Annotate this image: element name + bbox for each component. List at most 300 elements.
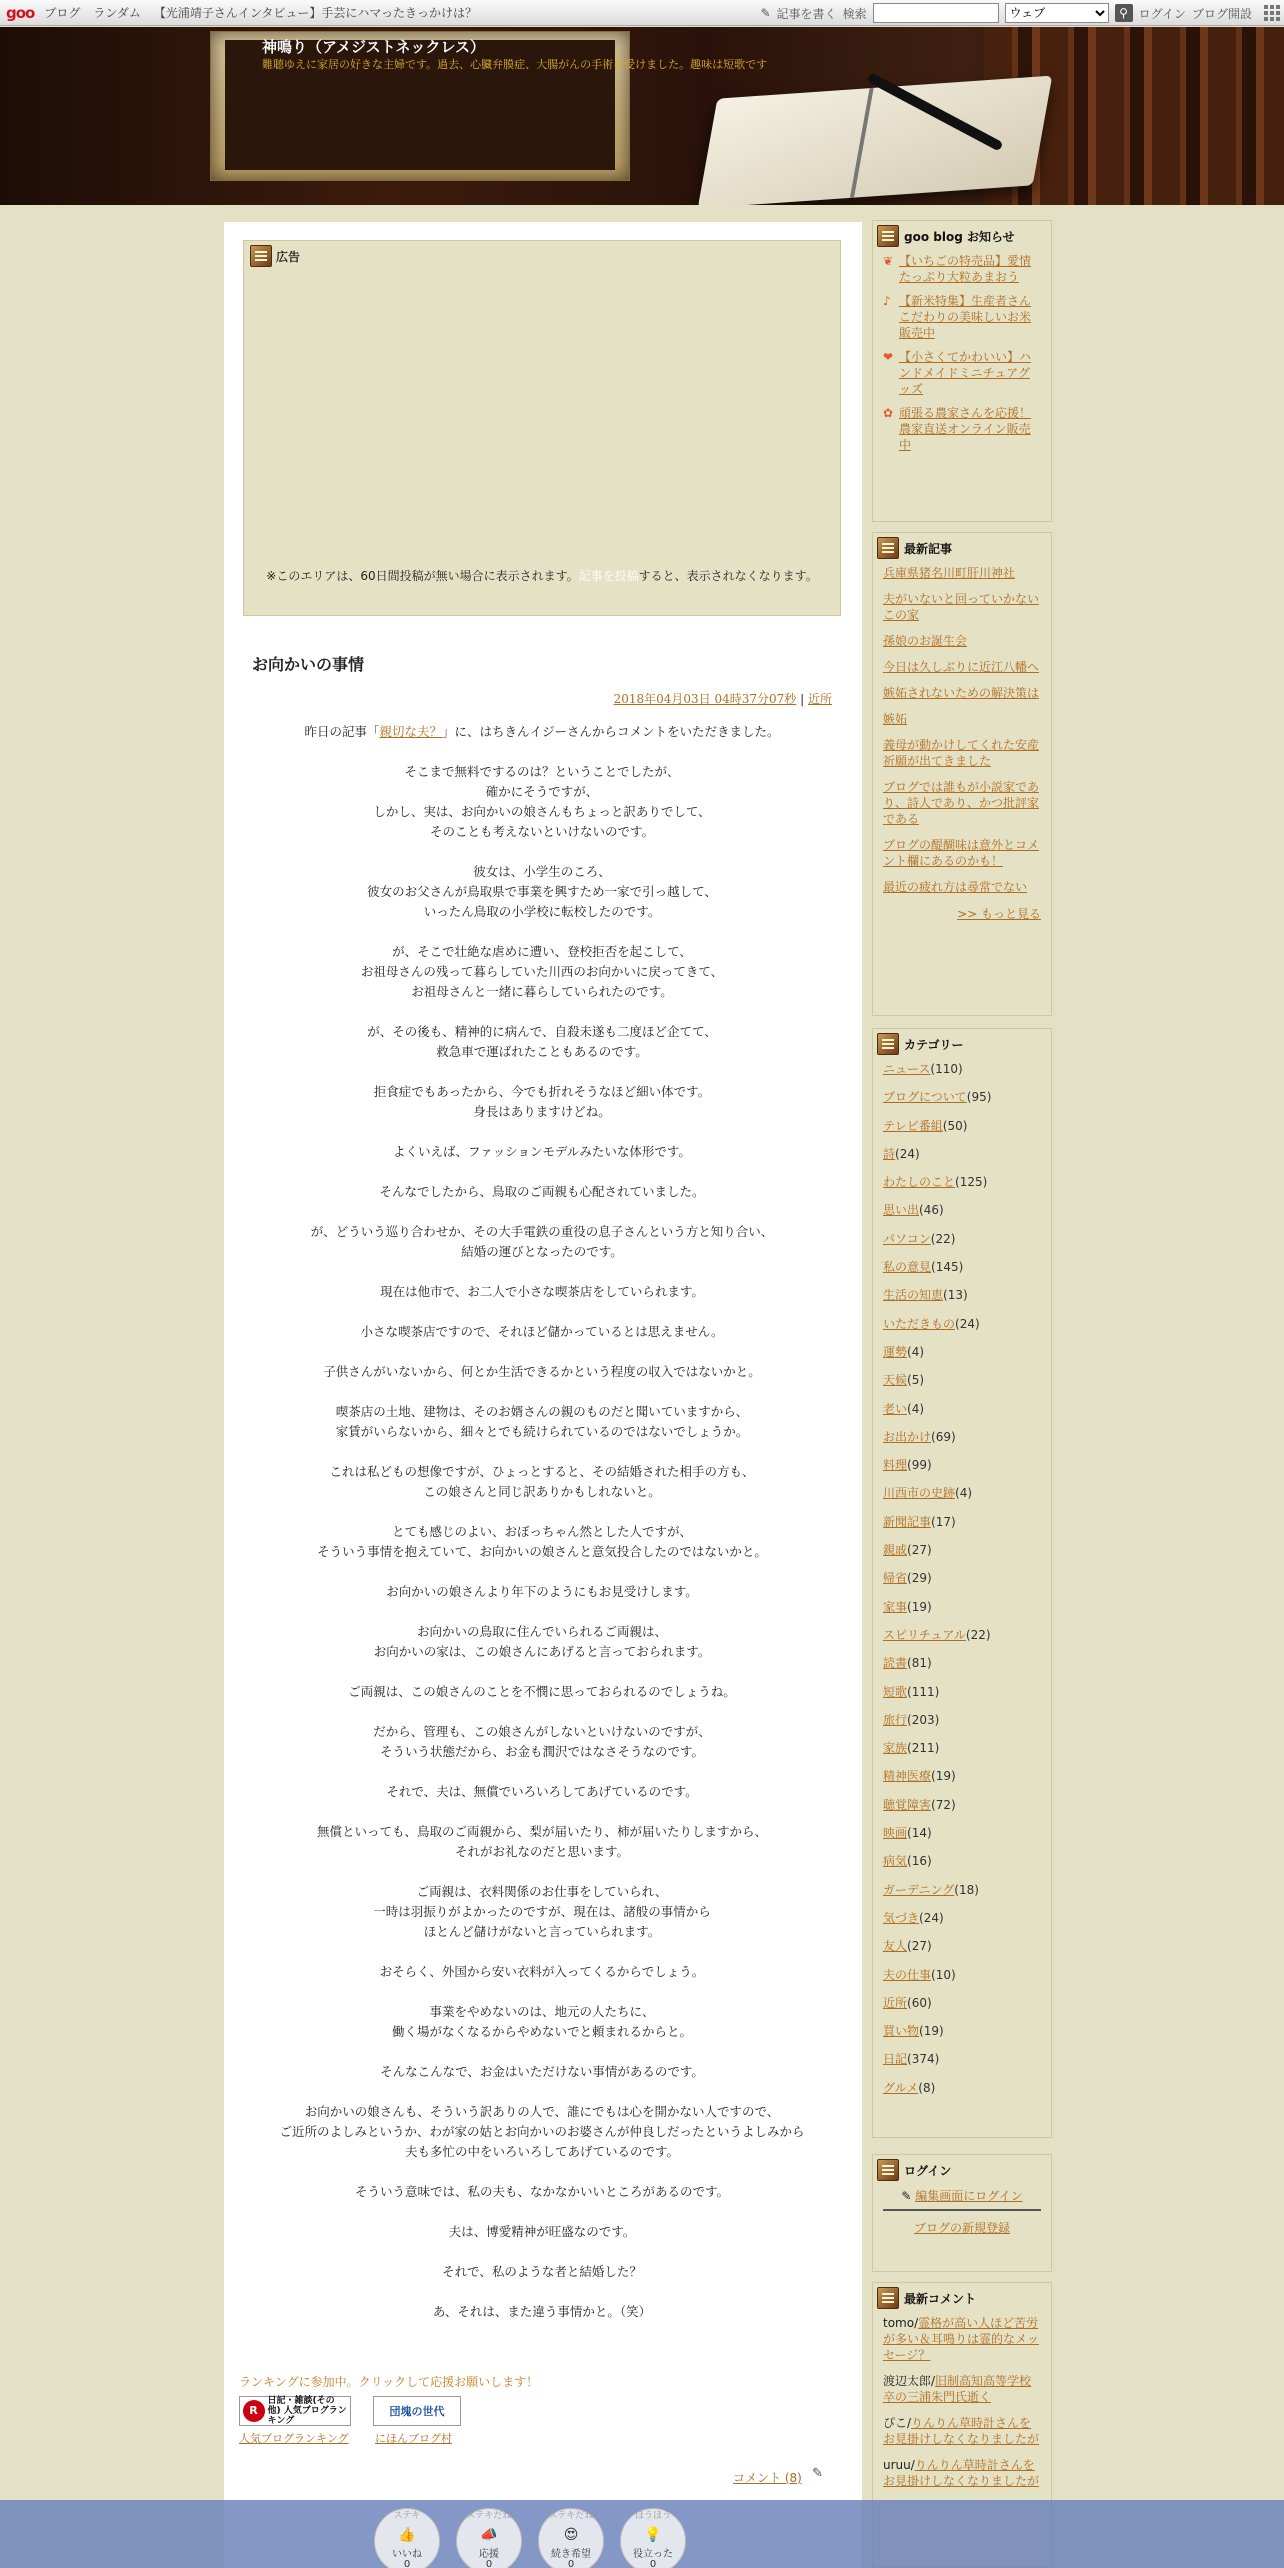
category-count: (203) xyxy=(907,1712,940,1727)
reaction-label: 役立った xyxy=(633,2549,673,2560)
reaction-caption: ほうほう xyxy=(634,2511,671,2521)
category-count: (24) xyxy=(895,1146,920,1161)
divider xyxy=(883,2209,1041,2211)
comment-link[interactable]: りんりん草時計さんをお見掛けしなくなりましたが xyxy=(883,2416,1040,2446)
category-link[interactable]: ブログについて xyxy=(883,1090,967,1105)
category-item xyxy=(883,1174,1041,1190)
blog-header xyxy=(0,27,1284,205)
entry-line: 彼女は、小学生のころ、 xyxy=(473,864,611,879)
previous-article-link[interactable]: 親切な夫？ xyxy=(379,724,442,739)
entry-paragraph xyxy=(244,1082,840,1122)
recent-item-link[interactable]: 義母が動かけしてくれた安産祈願が出てきました xyxy=(883,738,1040,768)
entry-meta xyxy=(614,690,832,707)
recent-list xyxy=(873,565,1051,895)
entry-paragraph xyxy=(244,1682,840,1702)
entry-line: それで、私のような者と結婚した？ xyxy=(442,2264,642,2279)
comment-item xyxy=(883,2315,1041,2363)
entry-paragraph xyxy=(244,1322,840,1342)
category-link[interactable]: 気づき xyxy=(883,1910,920,1925)
flower-icon: ✿ xyxy=(883,406,894,420)
category-link[interactable]: いただきもの xyxy=(883,1316,956,1331)
news-item-link[interactable]: 【いちごの特売品】愛情たっぷり大粒あまおう xyxy=(899,254,1032,284)
category-count: (19) xyxy=(907,1599,932,1614)
category-count: (10) xyxy=(931,1967,956,1982)
ranking-banner-2[interactable]: 団塊の世代 xyxy=(373,2396,461,2426)
entry-paragraphs xyxy=(244,762,840,2322)
category-count: (111) xyxy=(907,1684,940,1699)
reaction-caption: ステキだね xyxy=(466,2511,512,2521)
entry-paragraph xyxy=(244,2262,840,2282)
recent-item-link[interactable]: 今日は久しぶりに近江八幡へ xyxy=(883,660,1040,674)
category-link[interactable]: 買い物 xyxy=(883,2024,920,2039)
comment-link[interactable]: 旧制高知高等学校卒の三浦朱門氏逝く xyxy=(883,2374,1032,2404)
entry-line: 結婚の運びとなったのです。 xyxy=(461,1244,623,1259)
recent-item-link[interactable]: ブログでは誰もが小説家であり、詩人であり、かつ批評家である xyxy=(883,780,1040,826)
comment-item xyxy=(883,2415,1041,2447)
recent-item xyxy=(883,711,1041,727)
heart-icon: ❤ xyxy=(883,350,894,364)
category-count: (27) xyxy=(907,1939,932,1954)
sidebar-recent-title: 最新記事 xyxy=(904,541,953,556)
login-edit-row xyxy=(873,2187,1051,2205)
ranking-banner-1[interactable] xyxy=(239,2396,351,2426)
category-count: (16) xyxy=(907,1854,932,1869)
category-link[interactable]: 老い xyxy=(883,1401,908,1416)
recent-item xyxy=(883,837,1041,869)
entry-line: お向かいの娘さんより年下のようにもお見受けします。 xyxy=(386,1584,698,1599)
category-count: (4) xyxy=(907,1344,925,1359)
category-count: (24) xyxy=(919,1910,944,1925)
category-count: (29) xyxy=(907,1571,932,1586)
entry-paragraph xyxy=(244,2102,840,2162)
entry-line: それで、夫は、無償でいろいろしてあげているのです。 xyxy=(386,1784,698,1799)
recent-item-link[interactable]: 兵庫県猪名川町肝川神社 xyxy=(883,566,1016,580)
category-item xyxy=(883,1372,1041,1388)
entry-line: が、そこで壮絶な虐めに遭い、登校拒否を起こして、 xyxy=(392,944,692,959)
entry-line: お祖母さんと一緒に暮らしていられたのです。 xyxy=(411,984,673,999)
news-item xyxy=(883,253,1041,285)
category-count: (69) xyxy=(931,1429,956,1444)
entry-paragraph xyxy=(244,1782,840,1802)
category-link[interactable]: 天候 xyxy=(883,1373,908,1388)
entry-line: ご両親は、この娘さんのことを不憫に思っておられるのでしょうね。 xyxy=(348,1684,736,1699)
category-item xyxy=(883,1599,1041,1615)
entry-paragraph xyxy=(244,1522,840,1562)
comment-list xyxy=(873,2315,1051,2489)
entry-paragraph xyxy=(244,1182,840,1202)
category-item xyxy=(883,1061,1041,1077)
category-item xyxy=(883,1429,1041,1445)
blog-title[interactable]: 神鳴り（アメジストネックレス） xyxy=(262,38,486,56)
ranking-logo-icon: R xyxy=(243,2400,265,2422)
category-item xyxy=(883,1938,1041,1954)
write-article-link[interactable]: 記事を書く xyxy=(776,6,837,21)
ranking-link-1[interactable]: 人気ブログランキング xyxy=(239,2432,349,2445)
entry-line: おそらく、外国から安い衣料が入ってくるからでしょう。 xyxy=(379,1964,705,1979)
category-item xyxy=(883,1542,1041,1558)
category-link[interactable]: 親戚 xyxy=(883,1543,908,1558)
category-count: (14) xyxy=(907,1826,932,1841)
category-count: (110) xyxy=(930,1062,963,1076)
category-link[interactable]: 聴覚障害 xyxy=(883,1797,932,1812)
category-link[interactable]: 短歌 xyxy=(883,1684,908,1699)
recent-item-link[interactable]: 嫉妬されないための解決策は xyxy=(883,686,1040,700)
entry-line: しかし、実は、お向かいの娘さんもちょっと訳ありでして、 xyxy=(373,804,711,819)
category-count: (22) xyxy=(930,1231,956,1246)
book-icon xyxy=(877,1033,899,1055)
ad-area xyxy=(243,240,841,616)
recent-item xyxy=(883,633,1041,649)
category-item xyxy=(883,1344,1041,1360)
comment-link[interactable]: りんりん草時計さんをお見掛けしなくなりましたが xyxy=(883,2458,1040,2488)
entry-paragraph xyxy=(244,1582,840,1602)
category-link[interactable]: 生活の知恵 xyxy=(883,1288,944,1303)
category-link[interactable]: 帰省 xyxy=(883,1571,908,1586)
category-link[interactable]: 旅行 xyxy=(883,1712,908,1727)
entry-paragraph xyxy=(244,942,840,1002)
comment-link[interactable]: 霊格が高い人ほど苦労が多い＆耳鳴りは霊的なメッセージ？ xyxy=(883,2316,1040,2362)
entry-line: 小さな喫茶店ですので、それほど儲かっているとは思えません。 xyxy=(360,1324,724,1339)
category-item xyxy=(883,1118,1041,1134)
news-item-link[interactable]: 【新米特集】生産者さんこだわりの美味しいお米販売中 xyxy=(899,294,1032,340)
entry-line: 無償といっても、鳥取のご両親から、梨が届いたり、柿が届いたりしますから、 xyxy=(316,1824,767,1839)
entry-line: そこまで無料でするのは？ということでしたが、 xyxy=(404,764,680,779)
pencil-icon: ✎ xyxy=(760,6,771,20)
sidebar-news-title: goo blog お知らせ xyxy=(904,229,1015,244)
comment-item xyxy=(883,2457,1041,2489)
category-link[interactable]: 夫の仕事 xyxy=(883,1967,932,1982)
category-link[interactable]: 私の意見 xyxy=(883,1260,932,1275)
entry-paragraph xyxy=(244,1962,840,1982)
category-count: (19) xyxy=(931,1769,956,1784)
category-link[interactable]: 詩 xyxy=(883,1146,896,1161)
category-link[interactable]: 料理 xyxy=(883,1458,908,1473)
entry-line: 一時は羽振りがよかったのですが、現在は、諸般の事情から xyxy=(373,1904,711,1919)
login-edit-link[interactable]: 編集画面にログイン xyxy=(915,2189,1023,2203)
category-list xyxy=(873,1061,1051,2096)
new-blog-link[interactable]: ブログの新規登録 xyxy=(913,2221,1010,2235)
ad-title xyxy=(250,245,300,267)
reaction-emoji-icon: 😍 xyxy=(563,2527,579,2543)
entry-line: 現在は他市で、お二人で小さな喫茶店をしていられます。 xyxy=(380,1284,704,1299)
entry-meta-separator: | xyxy=(800,692,805,706)
entry-line: これは私どもの想像ですが、ひょっとすると、その結婚された相手の方も、 xyxy=(329,1464,755,1479)
category-item xyxy=(883,1910,1041,1926)
category-count: (22) xyxy=(965,1627,991,1642)
category-link[interactable]: ニュース xyxy=(883,1062,931,1076)
category-link[interactable]: わたしのこと xyxy=(883,1175,956,1190)
category-item xyxy=(883,1712,1041,1728)
entry-line: 事業をやめないのは、地元の人たちに、 xyxy=(429,2004,655,2019)
entry-paragraph xyxy=(244,1222,840,1262)
category-count: (8) xyxy=(918,2080,936,2095)
reaction-label: 続き希望 xyxy=(551,2549,591,2560)
category-link[interactable]: 思い出 xyxy=(883,1203,920,1218)
entry-line: 働く場がなくなるからやめないでと頼まれるからと。 xyxy=(391,2024,692,2039)
news-item-link[interactable]: 【小さくてかわいい】ハンドメイドミニチュアグッズ xyxy=(899,350,1032,396)
category-item xyxy=(883,2080,1041,2096)
entry-line: 子供さんがいないから、何とか生活できるかという程度の収入ではないかと。 xyxy=(323,1364,761,1379)
category-link[interactable]: 家事 xyxy=(883,1599,908,1614)
entry-line: いったん鳥取の小学校に転校したのです。 xyxy=(423,904,661,919)
news-list xyxy=(873,253,1051,453)
sidebar-recent-header xyxy=(873,533,1051,565)
comment-author: uruu/ xyxy=(883,2458,915,2472)
category-item xyxy=(883,1259,1041,1275)
ad-note-text-2: すると、表示されなくなります。 xyxy=(638,569,818,583)
category-count: (27) xyxy=(907,1543,932,1558)
reaction-emoji-icon: 📣 xyxy=(480,2527,498,2543)
ranking-link-2[interactable]: にほんブログ村 xyxy=(375,2432,452,2445)
category-count: (4) xyxy=(955,1486,973,1501)
category-link[interactable]: 運勢 xyxy=(883,1344,908,1359)
category-item xyxy=(883,1514,1041,1530)
category-item xyxy=(883,2051,1041,2067)
comment-link[interactable]: コメント (8) xyxy=(733,2471,802,2485)
entry-line: そんなこんなで、お金はいただけない事情があるのです。 xyxy=(380,2064,704,2079)
reaction-count: 0 xyxy=(403,2559,411,2568)
category-item xyxy=(883,1655,1041,1671)
entry-line: ご両親は、衣料関係のお仕事をしていられ、 xyxy=(416,1884,668,1899)
entry-line: 夫は、博愛精神が旺盛なのです。 xyxy=(448,2224,636,2239)
top-bar xyxy=(0,0,1284,26)
news-item xyxy=(883,349,1041,397)
category-link[interactable]: 新聞記事 xyxy=(883,1514,932,1529)
search-input[interactable] xyxy=(873,3,999,23)
recent-item xyxy=(883,591,1041,623)
entry-line: 家賃がいらないから、細々とでも続けられているのではないでしょうか。 xyxy=(335,1424,749,1439)
note-icon: ♪ xyxy=(883,294,891,308)
apps-grid-icon[interactable] xyxy=(1264,5,1280,21)
category-link[interactable]: スピリチュアル xyxy=(883,1627,966,1642)
category-item xyxy=(883,1967,1041,1983)
entry-paragraph xyxy=(244,1362,840,1382)
book-icon xyxy=(250,245,272,267)
category-item xyxy=(883,1995,1041,2011)
entry-line: だから、管理も、この娘さんがしないといけないのですが、 xyxy=(373,1724,711,1739)
recent-item xyxy=(883,685,1041,701)
category-item xyxy=(883,1231,1041,1247)
entry-line: 拒食症でもあったから、今でも折れそうなほど細い体です。 xyxy=(373,1084,711,1099)
category-link[interactable]: 友人 xyxy=(883,1939,908,1954)
ad-note-text: ※このエリアは、60日間投稿が無い場合に表示されます。 xyxy=(266,569,579,583)
category-item xyxy=(883,1570,1041,1586)
search-icon[interactable]: ⚲ xyxy=(1115,4,1133,22)
category-link[interactable]: パソコン xyxy=(883,1231,931,1246)
category-link[interactable]: テレビ番組 xyxy=(883,1118,943,1133)
category-item xyxy=(883,1401,1041,1417)
category-count: (17) xyxy=(931,1514,956,1529)
entry-paragraph xyxy=(244,2302,840,2322)
category-item xyxy=(883,1853,1041,1869)
comment-item xyxy=(883,2373,1041,2405)
sidebar-login xyxy=(872,2154,1052,2272)
entry-date-link[interactable]: 2018年04月03日 04時37分07秒 xyxy=(613,692,797,706)
recent-item-link[interactable]: 嫉妬 xyxy=(883,712,908,726)
entry-paragraph xyxy=(244,1882,840,1942)
sidebar-categories xyxy=(872,1028,1052,2138)
entry-paragraph xyxy=(244,1022,840,1062)
entry-line: そんなでしたから、鳥取のご両親も心配されていました。 xyxy=(379,1184,705,1199)
search-scope-select[interactable] xyxy=(1005,3,1109,23)
recent-item-link[interactable]: 孫娘のお誕生会 xyxy=(883,634,968,648)
sidebar-news-header xyxy=(873,221,1051,253)
reaction-count: 0 xyxy=(485,2559,493,2568)
sidebar-recent xyxy=(872,532,1052,1016)
category-count: (125) xyxy=(955,1175,988,1190)
news-item xyxy=(883,405,1041,453)
reaction-button[interactable] xyxy=(374,2508,440,2568)
category-item xyxy=(883,1882,1041,1898)
post-article-link[interactable]: 記事を投稿 xyxy=(578,569,639,583)
entry-line: お向かいの家は、この娘さんにあげると言っておられます。 xyxy=(373,1644,711,1659)
recent-item-link[interactable]: 最近の疲れ方は尋常でない xyxy=(883,880,1028,894)
category-count: (211) xyxy=(907,1741,940,1756)
recent-item-link[interactable]: 夫がいないと回っていかないこの家 xyxy=(883,592,1040,622)
reaction-emoji-icon: 💡 xyxy=(644,2527,662,2543)
pencil-icon: ✎ xyxy=(812,2466,823,2481)
topbar-right xyxy=(760,3,1280,23)
reaction-label: 応援 xyxy=(479,2549,499,2560)
entry-paragraph xyxy=(244,762,840,842)
category-link[interactable]: ガーデニング xyxy=(883,1882,955,1897)
sidebar-login-title: ログイン xyxy=(904,2163,952,2178)
reaction-emoji-icon: 👍 xyxy=(398,2527,416,2543)
ad-note xyxy=(244,567,840,585)
recent-more-link[interactable]: >> もっと見る xyxy=(957,907,1041,921)
news-item-link[interactable]: 頑張る農家さんを応援！農家直送オンライン販売中 xyxy=(899,406,1032,452)
category-link[interactable]: グルメ xyxy=(883,2080,919,2095)
category-item xyxy=(883,1316,1041,1332)
entry-line: そのことも考えないといけないのです。 xyxy=(429,824,654,839)
book-icon xyxy=(877,537,899,559)
entry-line: 彼女のお父さんが鳥取県で事業を興すため一家で引っ越して、 xyxy=(367,884,717,899)
category-item xyxy=(883,1146,1041,1162)
category-count: (99) xyxy=(907,1458,932,1473)
reaction-button[interactable] xyxy=(456,2508,522,2568)
entry-line: 身長はありますけどね。 xyxy=(473,1104,611,1119)
entry-line: お祖母さんの残って暮らしていた川西のお向かいに戻ってきて、 xyxy=(360,964,724,979)
category-count: (13) xyxy=(943,1288,968,1303)
entry-paragraph xyxy=(244,1622,840,1662)
sidebar-categories-title: カテゴリー xyxy=(904,1037,964,1052)
recent-item xyxy=(883,879,1041,895)
entry-line: それがお礼なのだと思います。 xyxy=(454,1844,629,1859)
reaction-button[interactable] xyxy=(538,2508,604,2568)
comment-author: 渡辺太郎/ xyxy=(883,2374,936,2388)
book-icon xyxy=(877,2159,899,2181)
category-link[interactable]: 近所 xyxy=(883,1995,908,2010)
open-blog-link[interactable]: ブログ開設 xyxy=(1191,6,1252,21)
ranking-banner-1-text: 日記・雑談(その他) 人気ブログランキング xyxy=(267,2396,347,2426)
category-item xyxy=(883,1287,1041,1303)
entry-line: そういう事情を抱えていて、お向かいの娘さんと意気投合したのではないかと。 xyxy=(317,1544,767,1559)
entry-line: 喫茶店の土地、建物は、そのお婿さんの親のものだと聞いていますから、 xyxy=(335,1404,749,1419)
login-link[interactable]: ログイン xyxy=(1138,6,1186,21)
pencil-icon: ✎ xyxy=(901,2189,916,2203)
category-link[interactable]: 川西市の史跡 xyxy=(883,1486,956,1501)
reaction-caption: ステキ xyxy=(393,2511,421,2521)
category-link[interactable]: 精神医療 xyxy=(883,1769,932,1784)
category-link[interactable]: 読書 xyxy=(883,1656,908,1671)
entry-paragraph xyxy=(244,722,840,742)
category-count: (18) xyxy=(954,1882,979,1897)
entry-paragraph xyxy=(244,862,840,922)
category-link[interactable]: 家族 xyxy=(883,1741,908,1756)
news-item xyxy=(883,293,1041,341)
entry-line: 夫も多忙の中をいろいろしてあげているのです。 xyxy=(404,2144,679,2159)
ad-title-text: 広告 xyxy=(276,249,301,264)
entry-category-link[interactable]: 近所 xyxy=(807,692,832,706)
category-link[interactable]: 映画 xyxy=(883,1826,908,1841)
topbar-link-interview[interactable]: 【光浦靖子さんインタビュー】手芸にハマったきっかけは？ xyxy=(153,6,477,20)
category-link[interactable]: 病気 xyxy=(883,1854,908,1869)
category-link[interactable]: お出かけ xyxy=(883,1429,932,1444)
entry-line: が、その後も、精神的に病んで、自殺未遂も二度ほど企てて、 xyxy=(367,1024,717,1039)
category-count: (95) xyxy=(966,1090,992,1105)
comment-author: ぴこ/ xyxy=(883,2416,912,2430)
entry-paragraph xyxy=(244,2182,840,2202)
topbar-link-random[interactable]: ランダム xyxy=(93,6,141,20)
sidebar-comments-header xyxy=(873,2283,1051,2315)
category-count: (19) xyxy=(919,2024,944,2039)
category-item xyxy=(883,1627,1041,1643)
entry-paragraph xyxy=(244,2002,840,2042)
category-item xyxy=(883,1768,1041,1784)
reaction-count: 0 xyxy=(567,2559,575,2568)
search-label: 検索 xyxy=(842,6,867,21)
category-count: (46) xyxy=(919,1203,944,1218)
recent-item xyxy=(883,565,1041,581)
recent-item-link[interactable]: ブログの醍醐味は意外とコメント欄にあるのかも！ xyxy=(883,838,1040,868)
entry-line: あ、それは、また違う事情かと。（笑） xyxy=(432,2304,652,2319)
entry-line: お向かいの鳥取に住んでいられるご両親は、 xyxy=(416,1624,667,1639)
reaction-button[interactable] xyxy=(620,2508,686,2568)
category-count: (60) xyxy=(907,1995,932,2010)
category-item xyxy=(883,1740,1041,1756)
entry-paragraph xyxy=(244,1822,840,1862)
recent-item xyxy=(883,737,1041,769)
leaf-icon: ❦ xyxy=(883,254,894,268)
entry-line: この娘さんと同じ訳ありかもしれないと。 xyxy=(423,1484,661,1499)
sidebar-comments-title: 最新コメント xyxy=(904,2291,977,2306)
entry-paragraph xyxy=(244,1282,840,1302)
entry-paragraph xyxy=(244,1462,840,1502)
category-item xyxy=(883,1485,1041,1501)
recent-item xyxy=(883,659,1041,675)
entry-line: そういう意味では、私の夫も、なかなかいいところがあるのです。 xyxy=(354,2184,729,2199)
entry-line: ほとんど儲けがないと言っていられます。 xyxy=(423,1924,661,1939)
goo-logo[interactable]: goo xyxy=(6,3,35,22)
category-count: (374) xyxy=(907,2052,940,2067)
category-link[interactable]: 日記 xyxy=(883,2052,908,2067)
entry-paragraph xyxy=(244,1402,840,1442)
category-item xyxy=(883,1825,1041,1841)
category-item xyxy=(883,1202,1041,1218)
ranking-lead: ランキングに参加中。クリックして応援お願いします！ xyxy=(239,2375,539,2389)
entry-text: 昨日の記事「 xyxy=(304,724,380,739)
category-count: (4) xyxy=(907,1401,925,1416)
book-icon xyxy=(877,2287,899,2309)
book-icon xyxy=(877,225,899,247)
comment-author: tomo/ xyxy=(883,2316,919,2330)
sidebar-login-header xyxy=(873,2155,1051,2187)
entry-line: が、どういう巡り合わせか、その大手電鉄の重役の息子さんという方と知り合い、 xyxy=(310,1224,774,1239)
category-count: (145) xyxy=(931,1260,964,1275)
topbar-link-blog[interactable]: ブログ xyxy=(44,6,81,20)
sidebar-news xyxy=(872,220,1052,522)
category-item xyxy=(883,1684,1041,1700)
